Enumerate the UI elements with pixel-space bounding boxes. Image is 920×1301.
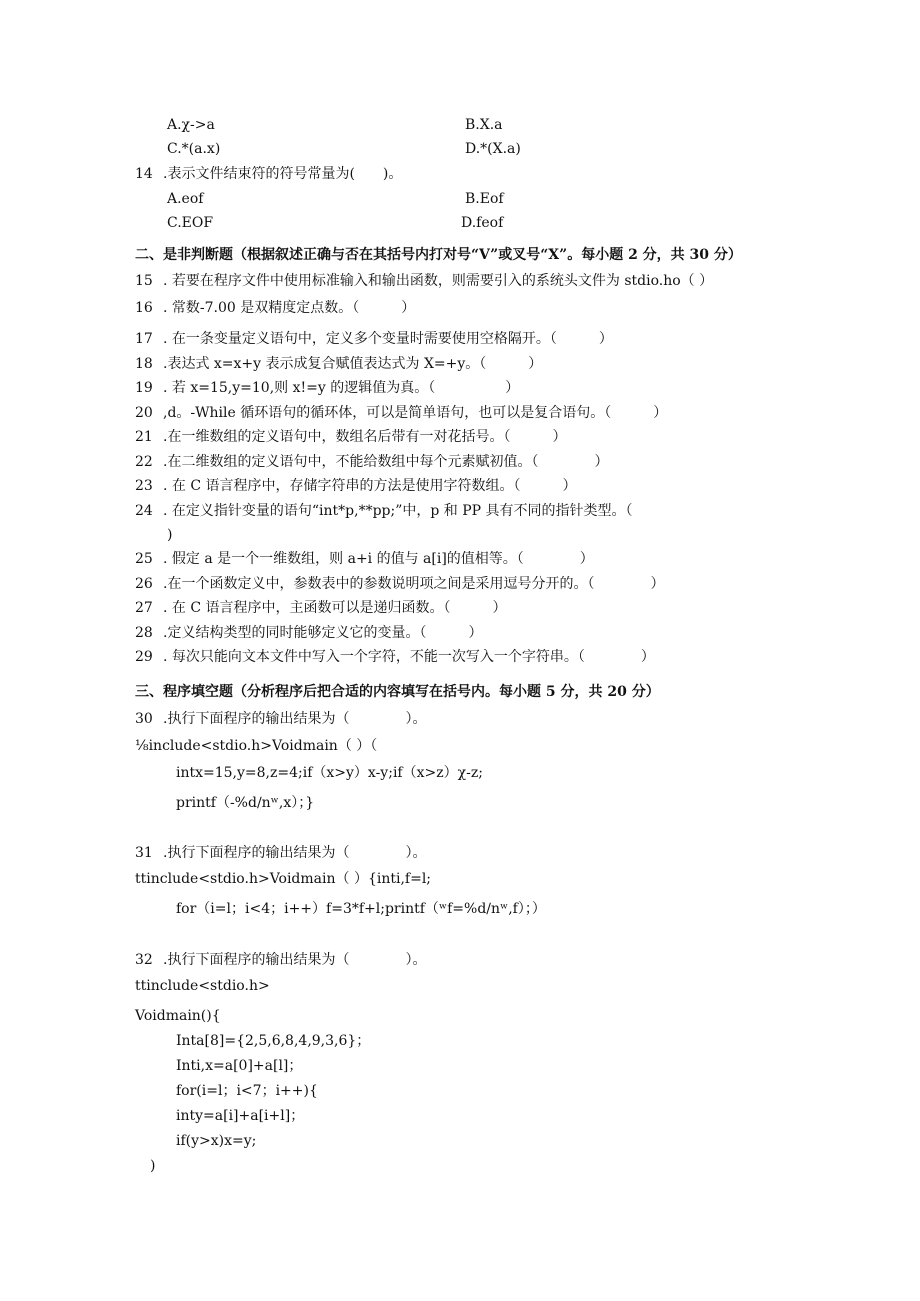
question-text: . 在定义指针变量的语句“int*p,**pp;”中，p 和 PP 具有不同的指针类型。（ [163,503,633,519]
question-text: . 在一条变量定义语句中，定义多个变量时需要使用空格隔开。（ ） [163,331,613,347]
q13-option-a: A.χ->a [167,117,215,133]
question-number: 23 [135,478,153,494]
code-line: printf（-%d∕nʷ,x）；} [176,795,315,811]
question-continuation: ) [167,527,173,543]
question-number: 31 [135,845,153,861]
question-text: .表示文件结束符的符号常量为( )。 [163,166,403,182]
code-line: if(y>x)x=y; [176,1133,257,1149]
code-line: ttinclude<stdio.h> [135,978,270,994]
code-line: Voidmain(){ [135,1008,221,1024]
question-text: .在一维数组的定义语句中，数组名后带有一对花括号。（ ） [163,429,567,445]
question-text: .执行下面程序的输出结果为（ ）。 [163,711,427,727]
question-text: . 在 C 语言程序中，存储字符串的方法是使用字符数组。（ ） [163,478,577,494]
code-line: inty=a[i]+a[i+l]； [176,1108,305,1124]
code-line: ⅛include<stdio.h>Voidmain（ ）（ [135,738,378,754]
section-heading: 二、是非判断题（根据叙述正确与否在其括号内打对号“V”或叉号“X”。每小题 2 分，共 30 分） [135,247,742,263]
question-text: .执行下面程序的输出结果为（ ）。 [163,952,427,968]
question-number: 16 [135,300,153,316]
code-line: for(i=l；i<7；i++){ [176,1083,318,1099]
code-line: Inta[8]={2,5,6,8,4,9,3,6}； [176,1033,371,1049]
question-text: . 在 C 语言程序中，主函数可以是递归函数。（ ） [163,600,507,616]
q13-option-b: B.X.a [465,117,503,133]
question-text: . 常数-7.00 是双精度定点数。（ ） [163,300,416,316]
question-number: 20 [135,405,153,421]
code-line: Inti,x=a[0]+a[l]； [176,1058,303,1074]
question-text: . 若要在程序文件中使用标准输入和输出函数，则需要引入的系统头文件为 stdio.ho（ ） [163,273,714,289]
question-number: 17 [135,331,153,347]
q14-option-d: D.feof [461,215,504,231]
question-number: 19 [135,380,153,396]
question-text: . 假定 a 是一个一维数组，则 a+i 的值与 a[i]的值相等。（ ） [163,551,594,567]
q14-option-b: B.Eof [465,191,504,207]
q14-option-c: C.EOF [167,215,214,231]
question-number: 14 [135,166,153,182]
code-line: ) [150,1158,156,1174]
question-number: 18 [135,356,153,372]
question-text: .表达式 x=x+y 表示成复合赋值表达式为 X=+y。（ ） [163,356,543,372]
question-text: .执行下面程序的输出结果为（ ）。 [163,845,427,861]
question-text: . 每次只能向文本文件中写入一个字符，不能一次写入一个字符串。（ ） [163,649,655,665]
question-number: 29 [135,649,153,665]
code-line: for（i=l；i<4；i++）f=3*f+l;printf（ʷf=%d∕nʷ,f）；） [176,901,546,917]
section-heading: 三、程序填空题（分析程序后把合适的内容填写在括号内。每小题 5 分，共 20 分） [135,684,660,700]
question-number: 15 [135,273,153,289]
question-number: 28 [135,625,153,641]
question-number: 22 [135,454,153,470]
question-text: .在二维数组的定义语句中，不能给数组中每个元素赋初值。（ ） [163,454,609,470]
question-text: . 若 x=15,y=10,则 x!=y 的逻辑值为真。（ ） [163,380,520,396]
q13-option-c: C.*(a.x) [167,141,221,157]
question-text: .定义结构类型的同时能够定义它的变量。（ ） [163,625,483,641]
code-line: ttinclude<stdio.h>Voidmain（ ）{inti,f=l; [135,871,432,887]
question-number: 27 [135,600,153,616]
question-number: 25 [135,551,153,567]
q13-option-d: D.*(X.a) [465,141,521,157]
question-number: 30 [135,711,153,727]
q14-option-a: A.eof [167,191,204,207]
question-text: ,d。-While 循环语句的循环体，可以是简单语句，也可以是复合语句。（ ） [163,405,668,421]
question-text: .在一个函数定义中，参数表中的参数说明项之间是采用逗号分开的。（ ） [163,576,665,592]
code-line: intx=15,y=8,z=4;if（x>y）x-y;if（x>z）χ-z; [176,765,483,781]
question-number: 24 [135,503,153,519]
question-number: 21 [135,429,153,445]
question-number: 32 [135,952,153,968]
question-number: 26 [135,576,153,592]
